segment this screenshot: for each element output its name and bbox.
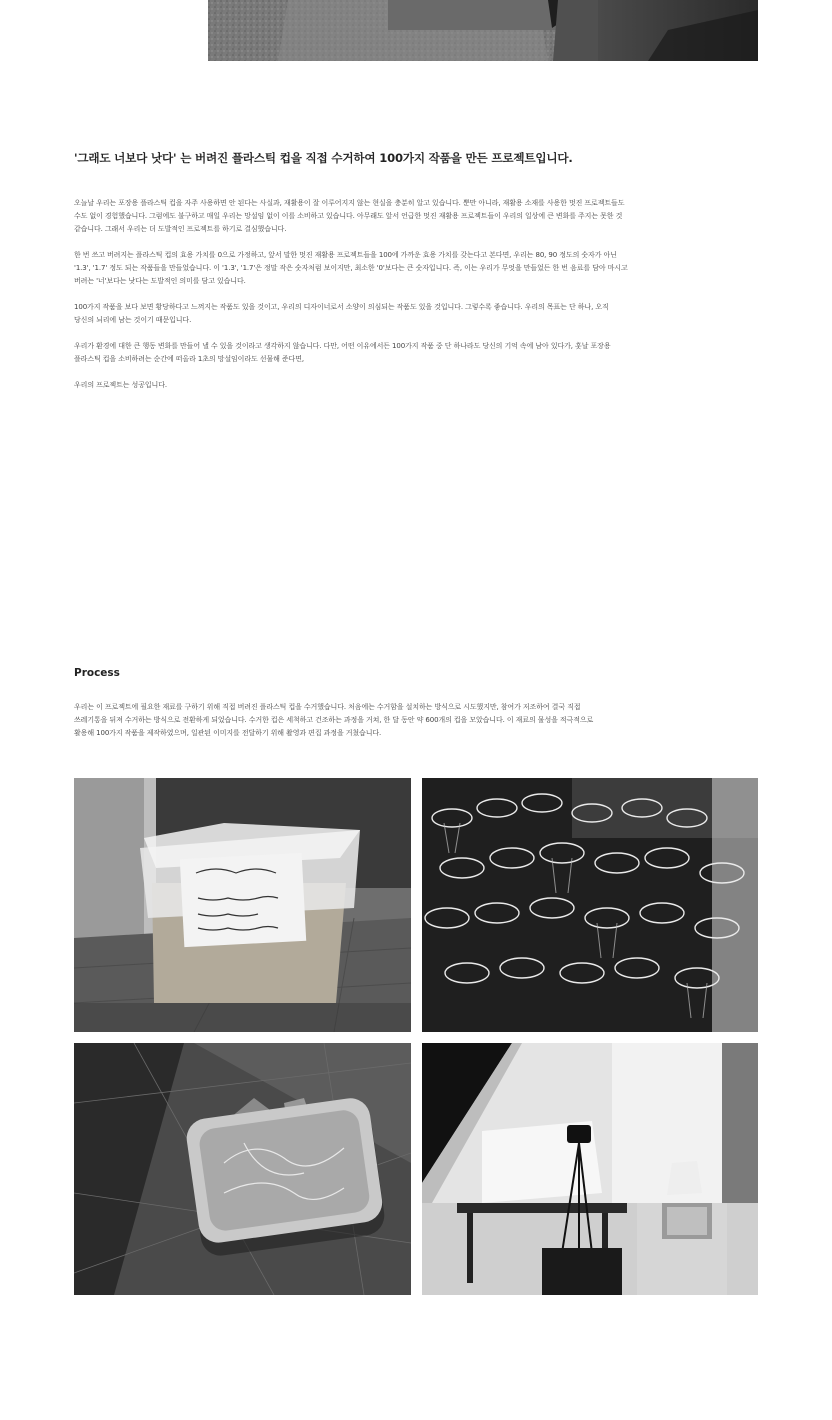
photo-studio-photo	[422, 1043, 758, 1295]
text-line: 우리의 프로젝트는 성공입니다.	[74, 381, 167, 389]
text-line: 활용해 100가지 작품을 제작하였으며, 일관된 이미지를 전달하기 위해 촬영과 편집 과정을 거쳤습니다.	[74, 729, 382, 737]
process-heading: Process	[74, 667, 120, 679]
text-line: 당신의 뇌리에 남는 것이기 때문입니다.	[74, 316, 192, 324]
intro-paragraph-1	[74, 197, 634, 236]
hero-image	[208, 0, 758, 61]
collection-box-photo	[74, 778, 411, 1032]
text-line: '1.3', '1.7' 정도 되는 작품들을 만들었습니다. 이 '1.3', '1.7'은 정말 작은 숫자처럼 보이지만, 최소한 '0'보다는 큰 숫자입니다. 즉, 이는 우리가 무엇을 만들었든 한 번 음료를 담아 마시고	[74, 264, 628, 272]
intro-paragraph-5	[74, 379, 634, 392]
text-line: 우리는 이 프로젝트에 필요한 재료를 구하기 위해 직접 버려진 플라스틱 컵을 수거했습니다. 처음에는 수거함을 설치하는 방식으로 시도했지만, 참여가 저조하여 결국 직접	[74, 703, 581, 711]
text-line: 쓰레기통을 뒤져 수거하는 방식으로 전환하게 되었습니다. 수거한 컵은 세척하고 건조하는 과정을 거쳐, 한 달 동안 약 600개의 컵을 모았습니다. 이 재료의 물성을 적극적으로	[74, 716, 594, 724]
text-line: 한 번 쓰고 버려지는 플라스틱 컵의 효용 가치를 0으로 가정하고, 앞서 말한 멋진 재활용 프로젝트들을 100에 가까운 효용 가치를 갖는다고 본다면, 우리는 80, 90 정도의 숫자가 아닌	[74, 251, 617, 259]
text-line: 오늘날 우리는 포장용 플라스틱 컵을 자주 사용하면 안 된다는 사실과, 재활용이 잘 이루어지지 않는 현실을 충분히 알고 있습니다. 뿐만 아니라, 재활용 소재를 사용한 멋진 프로젝트들도	[74, 199, 625, 207]
process-paragraph	[74, 701, 634, 740]
intro-paragraph-4	[74, 340, 634, 366]
project-headline: '그래도 너보다 낫다' 는 버려진 플라스틱 컵을 직접 수거하여 100가지 작품을 만든 프로젝트입니다.	[74, 151, 573, 165]
plastic-cups-photo	[422, 778, 758, 1032]
intro-paragraph-2	[74, 249, 634, 288]
text-line: 100가지 작품을 보다 보면 황당하다고 느껴지는 작품도 있을 것이고, 우리의 디자이너로서 소양이 의심되는 작품도 있을 것입니다. 그렇수록 좋습니다. 우리의 목표는 단 하나, 오직	[74, 303, 609, 311]
text-line: 같습니다. 그래서 우리는 더 도발적인 프로젝트를 하기로 결심했습니다.	[74, 225, 287, 233]
text-line: 플라스틱 컵을 소비하려는 순간에 떠올라 1초의 망설임이라도 선물해 준다면,	[74, 355, 305, 363]
text-line: 수도 없이 경험했습니다. 그럼에도 불구하고 매일 우리는 망설임 없이 이를 소비하고 있습니다. 아무래도 앞서 언급한 멋진 재활용 프로젝트들이 우리의 일상에 큰 변화를 주지는 못한 것	[74, 212, 623, 220]
intro-paragraph-3	[74, 301, 634, 327]
cup-tray-photo	[74, 1043, 411, 1295]
text-line: 버려는 '너'보다는 낫다는 도발적인 의미를 담고 있습니다.	[74, 277, 246, 285]
text-line: 우리가 환경에 대한 큰 행동 변화를 만들어 낼 수 있을 것이라고 생각하지 않습니다. 다만, 어떤 이유에서든 100가지 작품 중 단 하나라도 당신의 기억 속에 남아 있다가, 훗날 포장용	[74, 342, 611, 350]
